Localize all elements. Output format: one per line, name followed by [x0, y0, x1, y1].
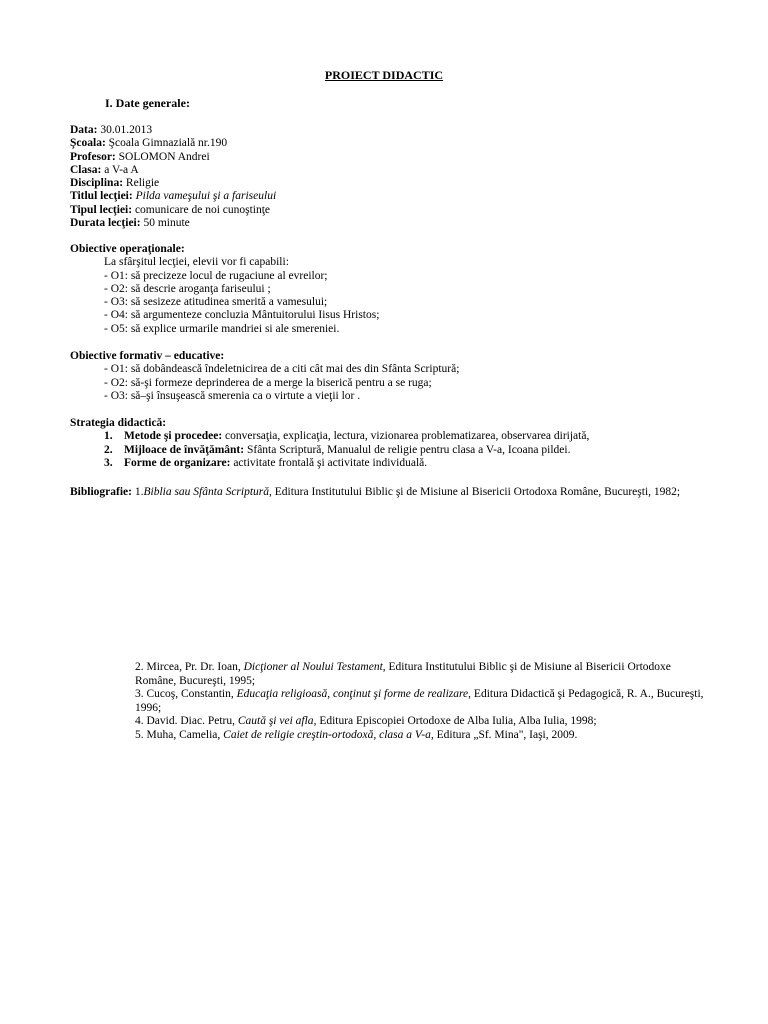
list-item: - O2: să-şi formeze deprinderea de a merge la biserică pentru a se ruga; — [104, 376, 432, 389]
objectives-formative — [70, 350, 750, 403]
field-disciplina: Disciplina: Religie — [70, 177, 160, 190]
section-general-heading: I. Date generale: — [105, 96, 190, 110]
list-item: - O3: să sesizeze atitudinea smerită a vamesului; — [104, 296, 328, 309]
field-clasa: Clasa: a V-a A — [70, 163, 139, 176]
list-item: - O1: să precizeze locul de rugaciune al evreilor; — [104, 269, 328, 282]
strategy-heading: Strategia didactică: — [70, 417, 167, 429]
list-item: 2. Mijloace de învăţământ: Sfânta Scriptură, Manualul de religie pentru clasa a V-a, Icoana pildei. — [104, 443, 571, 456]
document-title: PROIECT DIDACTIC — [324, 68, 444, 82]
objectives-operational — [70, 243, 750, 336]
general-data — [70, 124, 750, 230]
list-item: 3. Forme de organizare: activitate frontală şi activitate individuală. — [104, 456, 428, 469]
list-item: - O1: să dobândească îndeletnicirea de a citi cât mai des din Sfânta Scriptură; — [104, 363, 460, 376]
list-item: - O3: să–şi însuşească smerenia ca o virtute a vieţii lor . — [104, 389, 361, 402]
field-tipul: Tipul lecţiei: comunicare de noi cunoştinţe — [70, 203, 271, 216]
field-scoala: Şcoala: Şcoala Gimnazială nr.190 — [70, 137, 228, 150]
bibliography-item-1: Bibliografie: 1.Biblia sau Sfânta Scriptură, Editura Institutului Biblic şi de Misiune al Bisericii Ortodoxa Române, Bucureşti, 1982; — [70, 486, 681, 498]
field-profesor: Profesor: SOLOMON Andrei — [70, 150, 210, 163]
bibliography-item-4: 4. David. Diac. Petru, Caută şi vei afla, Editura Episcopiei Ortodoxe de Alba Iulia, Alba Iulia, 1998; — [135, 715, 597, 728]
objectives-intro: La sfârşitul lecţiei, elevii vor fi capabili: — [104, 256, 289, 269]
bibliography-item-2: 2. Mircea, Pr. Dr. Ioan, Dicţioner al Noului Testament, Editura Institutului Biblic şi de Misiune al Bisericii Ortodoxe Române, Bucureşti, 1995; — [135, 661, 671, 687]
bibliography-first — [70, 486, 750, 499]
bibliography-continued — [70, 661, 710, 743]
bibliography-item-5: 5. Muha, Camelia, Caiet de religie creştin-ortodoxă, clasa a V-a, Editura „Sf. Mina", Iaşi, 2009. — [135, 728, 578, 741]
objectives-operational-heading: Obiective operaţionale: — [70, 243, 185, 255]
list-item: - O5: să explice urmarile mandriei si ale smereniei. — [104, 322, 340, 335]
list-item: - O2: să descrie aroganţa fariseului ; — [104, 282, 271, 295]
list-item: 1. Metode şi procedee: conversaţia, explicaţia, lectura, vizionarea problematizarea, observarea dirijată, — [104, 430, 590, 443]
strategy — [70, 417, 750, 470]
field-titlul: Titlul lecţiei: Pilda vameşului şi a fariseului — [70, 190, 277, 203]
field-durata: Durata lecţiei: 50 minute — [70, 217, 190, 230]
field-data: Data: 30.01.2013 — [70, 124, 153, 136]
list-item: - O4: să argumenteze concluzia Mântuitorului Iisus Hristos; — [104, 309, 380, 322]
objectives-formative-heading: Obiective formativ – educative: — [70, 350, 225, 362]
bibliography-item-3: 3. Cucoş, Constantin, Educaţia religioasă, conţinut şi forme de realizare, Editura Didactică şi Pedagogică, R. A., Bucureşti, 1996; — [135, 688, 704, 714]
